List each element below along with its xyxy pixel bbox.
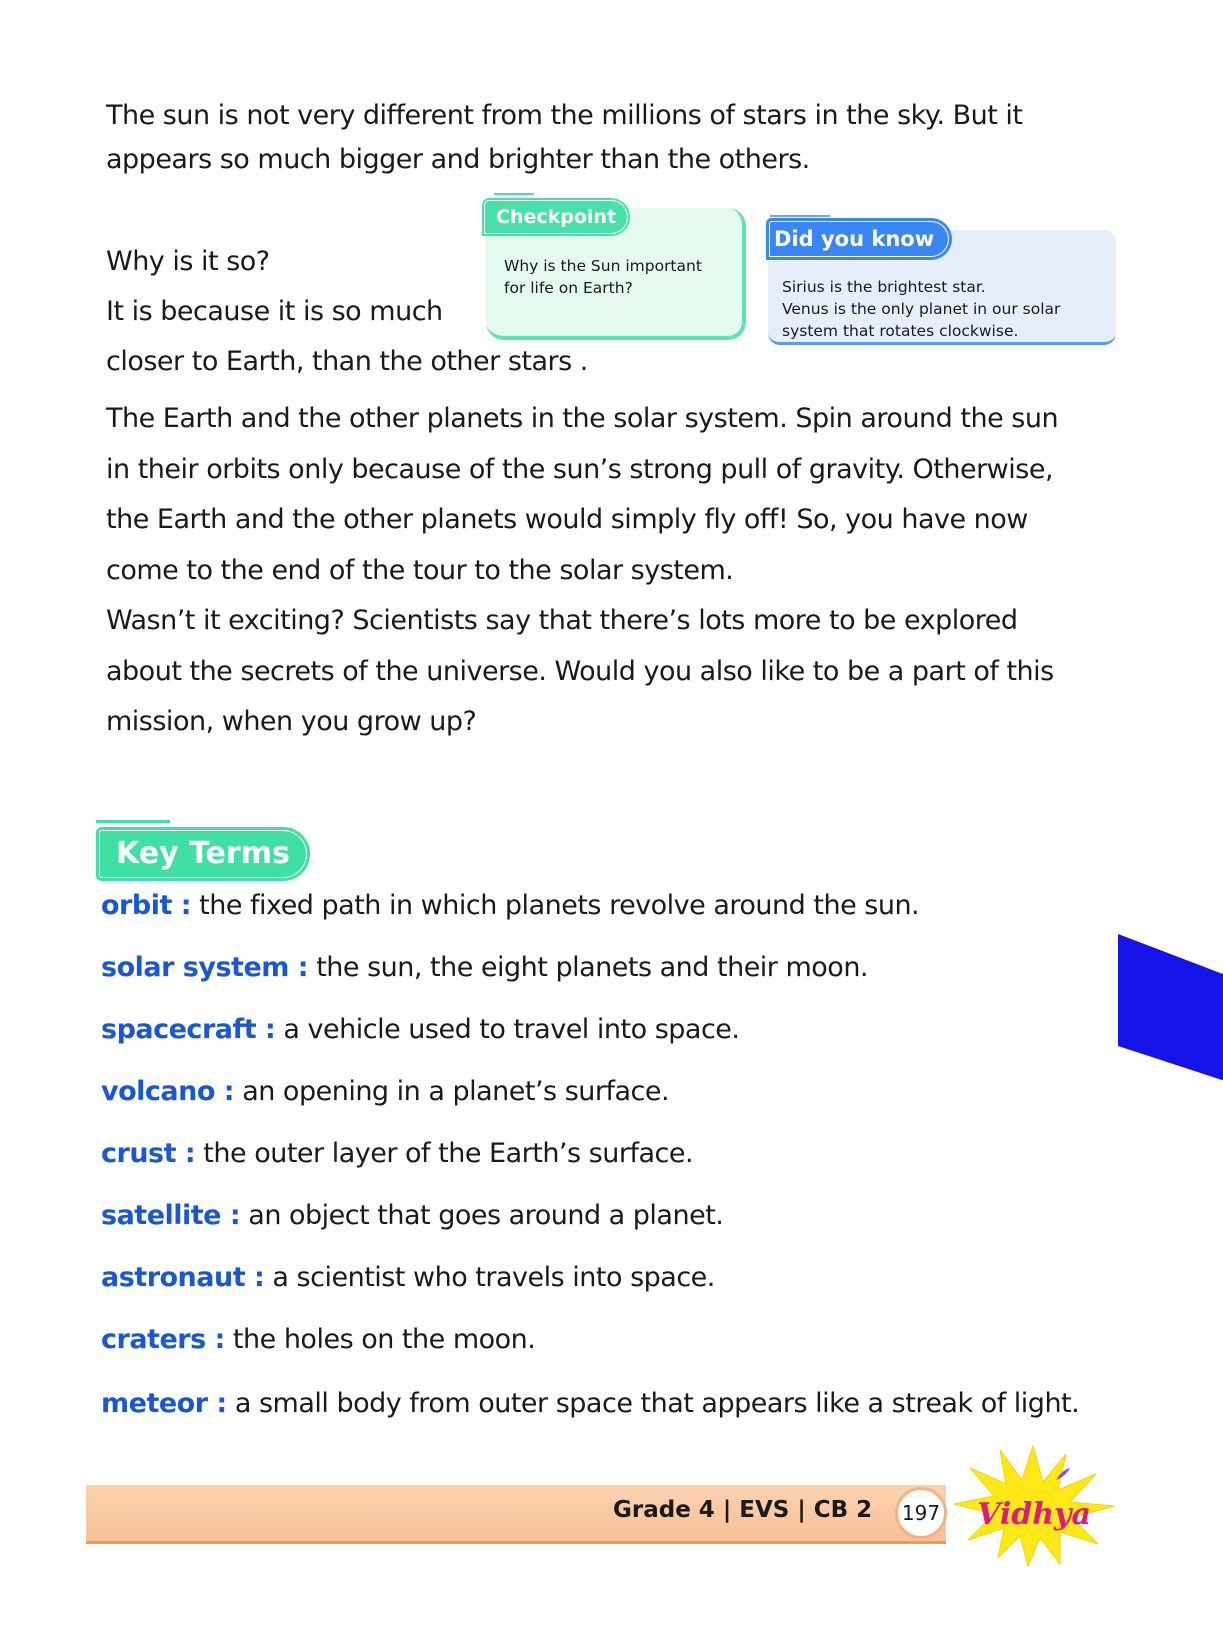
did-you-know-accent-line bbox=[770, 215, 830, 217]
intro-line-2: appears so much bigger and brighter than the others. bbox=[106, 144, 810, 175]
key-term-word: crust : bbox=[101, 1138, 196, 1169]
key-term-word: craters : bbox=[101, 1324, 225, 1355]
key-term-word: spacecraft : bbox=[101, 1014, 276, 1045]
key-term-definition: an opening in a planet’s surface. bbox=[234, 1076, 670, 1107]
checkpoint-question bbox=[504, 256, 734, 299]
key-term-item bbox=[101, 1014, 739, 1045]
key-term-definition: the holes on the moon. bbox=[224, 1324, 536, 1355]
key-term-word: solar system : bbox=[101, 952, 309, 983]
paragraph-line: Wasn’t it exciting? Scientists say that there’s lots more to be explored bbox=[106, 605, 1018, 636]
checkpoint-label: Checkpoint bbox=[482, 198, 630, 236]
key-term-definition: the fixed path in which planets revolve around the sun. bbox=[191, 890, 920, 921]
checkpoint-question-line-1: Why is the Sun important bbox=[504, 257, 702, 275]
key-term-item bbox=[101, 952, 868, 983]
key-term-item bbox=[101, 1262, 715, 1293]
checkpoint-accent-line bbox=[494, 193, 534, 195]
key-term-definition: a scientist who travels into space. bbox=[264, 1262, 715, 1293]
key-term-word: satellite : bbox=[101, 1200, 241, 1231]
key-term-word: astronaut : bbox=[101, 1262, 265, 1293]
key-term-definition: a vehicle used to travel into space. bbox=[275, 1014, 740, 1045]
key-term-definition: the sun, the eight planets and their moon. bbox=[308, 952, 869, 983]
key-term-item bbox=[101, 890, 919, 921]
question-line-1: Why is it so? bbox=[106, 246, 270, 277]
key-term-definition: an object that goes around a planet. bbox=[240, 1200, 724, 1231]
paragraph-line: the Earth and the other planets would simply fly off! So, you have now bbox=[106, 504, 1028, 535]
key-term-word: meteor : bbox=[101, 1388, 227, 1419]
chapter-side-tab bbox=[1118, 934, 1223, 1082]
did-you-know-line-2: Venus is the only planet in our solar bbox=[782, 300, 1061, 318]
question-line-2: It is because it is so much bbox=[106, 296, 443, 327]
did-you-know-label: Did you know bbox=[766, 218, 952, 260]
key-term-item bbox=[101, 1200, 723, 1231]
paragraph-line: in their orbits only because of the sun’s strong pull of gravity. Otherwise, bbox=[106, 454, 1054, 485]
page-number: 197 bbox=[895, 1487, 947, 1539]
intro-line-1: The sun is not very different from the millions of stars in the sky. But it bbox=[106, 100, 1023, 131]
key-term-item bbox=[101, 1324, 535, 1355]
key-terms-heading: Key Terms bbox=[96, 827, 310, 881]
did-you-know-text bbox=[782, 276, 1102, 342]
sun-logo-icon bbox=[948, 1440, 1118, 1570]
key-terms-accent-line bbox=[96, 820, 170, 823]
checkpoint-question-line-2: for life on Earth? bbox=[504, 278, 633, 297]
key-term-word: orbit : bbox=[101, 890, 192, 921]
key-term-item bbox=[101, 1076, 669, 1107]
paragraph-line: The Earth and the other planets in the solar system. Spin around the sun bbox=[106, 403, 1059, 434]
key-term-word: volcano : bbox=[101, 1076, 235, 1107]
paragraph-line: mission, when you grow up? bbox=[106, 706, 477, 737]
paragraph-line: come to the end of the tour to the solar system. bbox=[106, 555, 734, 586]
logo-text: Vidhya bbox=[977, 1497, 1091, 1532]
question-line-3: closer to Earth, than the other stars . bbox=[106, 346, 588, 377]
key-term-definition: the outer layer of the Earth’s surface. bbox=[195, 1138, 694, 1169]
did-you-know-line-3: system that rotates clockwise. bbox=[782, 322, 1019, 340]
key-term-item bbox=[101, 1138, 693, 1169]
key-term-item bbox=[101, 1388, 1079, 1419]
paragraph-line: about the secrets of the universe. Would you also like to be a part of this bbox=[106, 656, 1054, 687]
key-term-definition: a small body from outer space that appears like a streak of light. bbox=[226, 1388, 1080, 1419]
did-you-know-line-1: Sirius is the brightest star. bbox=[782, 278, 986, 296]
footer-label: Grade 4 | EVS | CB 2 bbox=[613, 1497, 873, 1523]
